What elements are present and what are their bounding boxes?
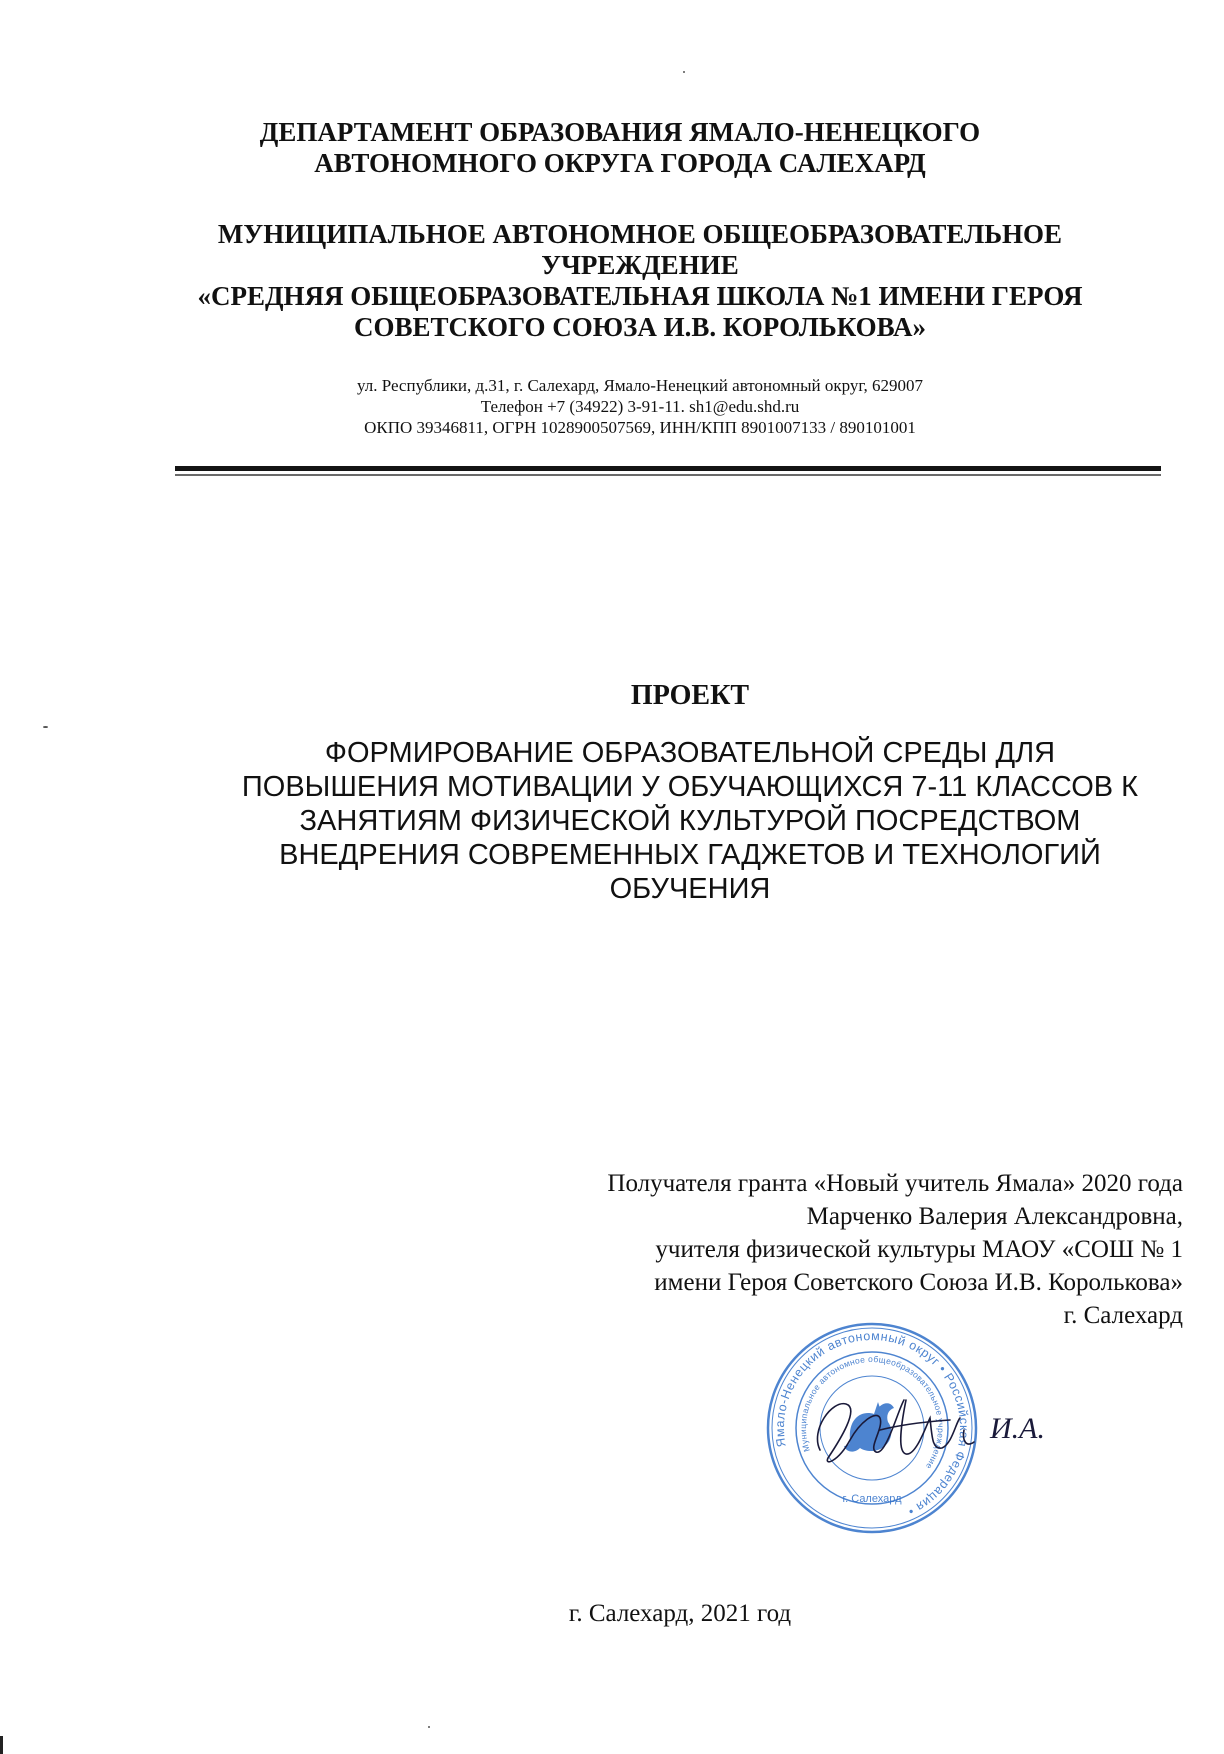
topic-line-3: ЗАНЯТИЯМ ФИЗИЧЕСКОЙ КУЛЬТУРОЙ ПОСРЕДСТВОМ xyxy=(299,805,1081,837)
scan-speck xyxy=(43,726,48,728)
school-name xyxy=(180,219,1100,343)
topic-line-2: ПОВЫШЕНИЯ МОТИВАЦИИ У ОБУЧАЮЩИХСЯ 7-11 КЛАССОВ К xyxy=(241,771,1139,803)
scan-speck xyxy=(0,1736,3,1754)
scan-speck xyxy=(683,71,685,73)
author-line-2: Марченко Валерия Александровна, xyxy=(806,1203,1183,1230)
department-name xyxy=(240,117,1000,179)
scan-speck xyxy=(428,1726,430,1728)
author-line-4: имени Героя Советского Союза И.В. Королькова» xyxy=(654,1269,1183,1296)
department-line-1: ДЕПАРТАМЕНТ ОБРАЗОВАНИЯ ЯМАЛО-НЕНЕЦКОГО xyxy=(259,117,981,147)
contacts-phone: Телефон +7 (34922) 3-91-11. sh1@edu.shd.ru xyxy=(480,397,800,416)
signature-initials: И.А. xyxy=(990,1412,1045,1445)
project-topic xyxy=(190,736,1190,906)
department-line-2: АВТОНОМНОГО ОКРУГА ГОРОДА САЛЕХАРД xyxy=(314,148,926,178)
contacts-block xyxy=(300,375,980,438)
seal-city-text: г. Салехард xyxy=(842,1493,902,1505)
author-block xyxy=(440,1167,1183,1332)
contacts-address: ул. Республики, д.31, г. Салехард, Ямало-Ненецкий автономный округ, 629007 xyxy=(357,376,923,395)
contacts-codes: ОКПО 39346811, ОГРН 1028900507569, ИНН/КПП 8901007133 / 890101001 xyxy=(364,418,916,437)
author-line-5: г. Салехард xyxy=(1063,1302,1183,1329)
footer-city-year: г. Салехард, 2021 год xyxy=(568,1600,792,1627)
project-label: ПРОЕКТ xyxy=(630,680,750,711)
author-line-3: учителя физической культуры МАОУ «СОШ № 1 xyxy=(655,1236,1183,1263)
topic-line-5: ОБУЧЕНИЯ xyxy=(609,873,771,905)
school-line-2: УЧРЕЖДЕНИЕ xyxy=(541,250,739,280)
seal-inner-text: Муниципальное автономное общеобразовательное учреждение xyxy=(797,1353,947,1472)
school-line-1: МУНИЦИПАЛЬНОЕ АВТОНОМНОЕ ОБЩЕОБРАЗОВАТЕЛЬНОЕ xyxy=(217,219,1063,249)
header-rule-thin xyxy=(175,474,1161,476)
school-line-4: СОВЕТСКОГО СОЮЗА И.В. КОРОЛЬКОВА» xyxy=(354,312,926,342)
seal-outer-text: Ямало-Ненецкий автономный округ • Российская Федерация • xyxy=(772,1328,972,1519)
author-line-1: Получателя гранта «Новый учитель Ямала» 2020 года xyxy=(607,1170,1183,1197)
header-rule-thick xyxy=(175,466,1161,471)
signature-icon xyxy=(780,1370,1060,1480)
topic-line-4: ВНЕДРЕНИЯ СОВРЕМЕННЫХ ГАДЖЕТОВ И ТЕХНОЛОГИЙ xyxy=(279,839,1101,871)
school-line-3: «СРЕДНЯЯ ОБЩЕОБРАЗОВАТЕЛЬНАЯ ШКОЛА №1 ИМЕНИ ГЕРОЯ xyxy=(197,281,1083,311)
topic-line-1: ФОРМИРОВАНИЕ ОБРАЗОВАТЕЛЬНОЙ СРЕДЫ ДЛЯ xyxy=(324,737,1056,769)
